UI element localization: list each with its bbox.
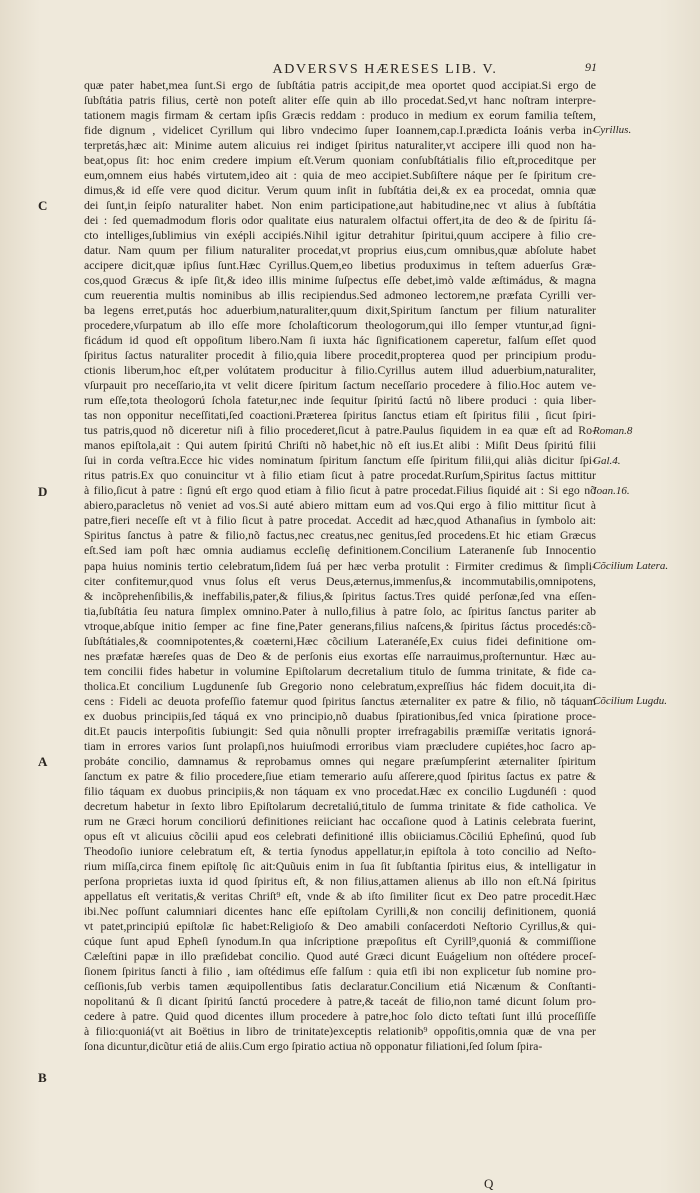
page-number: 91	[585, 60, 597, 74]
body-text	[84, 78, 596, 1054]
text-line: ba legens erret,putás hoc aduerbium,naturaliter,quum dixit,Spiritum ſanctum per filium naturaliter	[84, 303, 596, 318]
text-line: ſanctum ex patre & filio procedere,ſiue etiam temerario auſu aſſerere,quod ſpiritus ſactus ex patre &	[84, 768, 596, 783]
section-letter: C	[38, 198, 48, 214]
text-line: dei ſunt,in ſeipſo naturaliter habet. Non enim participatione,aut habitudine,nec vt alius à ſubſtátia	[84, 198, 596, 213]
text-line: probáte concilio, damnamus & reprobamus omnes qui negare præſumpſerint æternaliter ſpiritum	[84, 753, 596, 768]
text-line: tia,ſubſtátia ſeu natura ſimplex omnino.Pater à nullo,filius à patre ſolo, ac ſpiritus ſanctus pariter ab	[84, 603, 596, 618]
text-line: rum ne Græci horum conciliorú definitiones reiiciant hac occaſione quod à Latinis celebrata fuerint,	[84, 813, 596, 828]
text-line: fide dignum , videlicet Cyrillum qui libro vndecimo ſuper Ioannem,cap.I.prædicta Ioánis verba in-	[84, 123, 596, 138]
text-line: & incõprehenſibilis,& ineffabilis,pater,& filius,& ſpiritus ſactus.Tres quidé perſonæ,ſed vna eſſen-	[84, 588, 596, 603]
text-line: Spiritus ſanctus à patre & filio,nõ factus,nec creatus,nec genitus,ſed procedens.Et hic etiam Græcus	[84, 528, 596, 543]
margin-note: Cyrillus.	[593, 124, 632, 137]
text-line: opus eſt vt alicuius cõcilii apud eos celebrati definitioné illis obiiciamus.Cõciliú Epheſinú, quod ſub	[84, 828, 596, 843]
text-line: papa huius nominis tertio celebratum,ſidem ſuá per hæc verba protulit : Firmiter credimus & ſimpli-	[84, 558, 596, 573]
text-line: filio táquam ex duobus principiis,& non táquam ex vno procedat.Hæc ex concilio Lugdunéſi : quod	[84, 783, 596, 798]
margin-note: Gal.4.	[593, 454, 621, 467]
running-title: ADVERSVS HÆRESES LIB. V.	[272, 62, 498, 77]
text-line: terpretás,hæc ait: Minime autem alicuius rei indiget ſpiritus naturaliter,vt accipere illi quod non ha-	[84, 138, 596, 153]
text-line: eſt.Sed iam poſt hæc omnia audiamus eccleſię definitionem.Concilium Lateranenſe ſub Innocentio	[84, 543, 596, 558]
text-line: tas non opponitur neceſſitati,ſed coactioni.Præterea ſpiritus ſanctus etiam eſt ſpiritus filii , ſicut ſpiri-	[84, 408, 596, 423]
text-line: quæ pater habet,mea ſunt.Si ergo de ſubſtátia patris accipit,de mea oportet quod accipiat.Si ergo de	[84, 78, 596, 92]
text-line: decretum habetur in ſexto libro Epiſtolarum decretaliú,titulo de ſumma trinitate & fide catholica. Ve	[84, 798, 596, 813]
text-line: vt patet,principiú epiſtolæ ſic habet:Religioſo & Deo amabili conſacerdoti Neſtorio Cyrillus,& qui-	[84, 918, 596, 933]
text-line: dei : ſed quemadmodum floris odor qualitate eius naturalem olfactui offert,ita de deo & de ſpiritu ſá-	[84, 213, 596, 228]
text-line: cedere à patre. Quid quod dicentes illum procedere à patre,hoc ſolo dicto teſtati ſunt illú proceſſiſſe	[84, 1008, 596, 1023]
margin-note: Cõcilium Latera.	[593, 559, 669, 572]
text-line: nes præfatæ hæreſes quas de Deo & de perſonis eius exortas eſſe narrauimus,proſternuntur. Hæc au-	[84, 648, 596, 663]
text-line: dit.Et paucis interpoſitis ſubiungit: Sed quia nõnulli propter irrefragabilis præmiſſæ veritatis ignorá-	[84, 723, 596, 738]
text-line: tus patris,quod nõ diceretur niſi à filio procederet,ſicut à patre.Paulus ſiquidem in ea quæ eſt ad Ro-	[84, 423, 596, 438]
text-line: ibi.Nec poſſunt calumniari dicentes hanc eſſe epiſtolam Cyrilli,& non concilij definitionem, quoniá	[84, 903, 596, 918]
text-line: beat,opus ſit: hoc enim credere impium eſt.Verum quoniam conſubſtátialis filio eſt,proceditque per	[84, 153, 596, 168]
text-line: accipere dicit,quæ ipſius ſunt.Hæc Cyrillus.Quem,eo libetius produximus in teſtem aduerſus Græ-	[84, 258, 596, 273]
text-line: ſui in corda veſtra.Ecce hic vides nominatum ſpiritum ſanctum eſſe ſpiritum filii,qui aliàs dicitur ſpi-	[84, 453, 596, 468]
text-line: procedere,vſurpatum ab illo eſſe more ſcholaſticorum theologorum,qui illo ſemper vtuntur,ad ſigni-	[84, 318, 596, 333]
section-letter: D	[38, 483, 48, 499]
margin-note: Ioan.16.	[593, 484, 630, 497]
text-line: cens : Fideli ac deuota profeſſio fatemur quod ſpiritus ſanctus æternaliter ex patre & filio, nõ táquam	[84, 693, 596, 708]
margin-note: Roman.8	[593, 424, 633, 437]
text-line: à filio:quoniá(vt ait Boëtius in libro de trinitate)exceptis relationib⁹ oppoſitis,omnia quæ de vna per	[84, 1023, 596, 1038]
text-line: nopolitanú & ſi dicant ſpiritú ſanctú procedere à patre,& taceát de filio,non tamé dicunt ſolum pro-	[84, 993, 596, 1008]
text-line: ſpiritus ſactus naturaliter procedit à filio,quia libere procedit,propterea quod per principium produ-	[84, 348, 596, 363]
section-letter: B	[38, 1069, 47, 1085]
text-line: dimus,& id eſſe vere quod dicitur. Verum quum inſit in ſubſtátia dei,& ex ea procedat, omnia quæ	[84, 183, 596, 198]
text-line: appellatus eſt veritatis,& veritas Chriſt⁹ eſt, vnde & ab iſto ſimiliter ſicut ex Deo patre procedit.Hæc	[84, 888, 596, 903]
text-line: manos epiſtola,ait : Qui autem ſpiritú Chriſti nõ habet,hic nõ eſt ius.Et alibi : Miſit Deus ſpiritú filii	[84, 438, 596, 453]
text-line: perſona proprietas iuxta id quod ſpiritus eſt, & non filius,attamen alienus ab illo non eſt.Ná ſpiritus	[84, 873, 596, 888]
text-line: abiero,paracletus nõ veniet ad vos.Si auté abiero mittam eum ad vos.Qui ergo à filio mittitur ſicut à	[84, 498, 596, 513]
text-line: ex duobus principiis,ſed táquá ex vno principio,nõ duabus ſpirationibus,ſed vnica ſpiratione proce-	[84, 708, 596, 723]
text-line: ſubſtátiales,& coomnipotentes,& coæterni,Hæc cõcilium Lateranéſe,Ex cuius fidei definitione om-	[84, 633, 596, 648]
text-line: cos,quod Græcus & ipſe ſit,& ideo illis minime ſuſpectus eſſe debet,imò valde æſtimádus, & magna	[84, 273, 596, 288]
text-line: vtroque,abſque initio ſemper ac fine fine,Pater generans,filius naſcens,& ſpiritus ſáctus procedés:cõ-	[84, 618, 596, 633]
text-line: tationem magis firmam & certam ipſis Græcis reddam : produco in medium ex eorum familia teſtem,	[84, 108, 596, 123]
section-letter: A	[38, 754, 48, 770]
text-line: à filio,ſicut à patre : ſignú eſt ergo quod etiam à filio ſicut à patre procedat.Filius ſiquidé ait : Si ego nõ	[84, 483, 596, 498]
text-line: cum reuerentia multis nominibus ab illis recipiendus.Sed admoneo lectorem,ne præfata Cyrilli ver-	[84, 288, 596, 303]
text-line: Cæleſtini papæ in illo præſidebat concilio. Quod auté Græci dicunt Euágelium non oſtédere proceſ-	[84, 948, 596, 963]
text-line: ſionem ſpiritus ſancti à filio , iam oſtédimus eſſe falſum : quia etſi ibi non explicetur ſub nomine pro-	[84, 963, 596, 978]
text-line: cto intelliges,ſublimius vin exépli accipiés.Nihil igitur detrahitur ſpiritui,quum accipere à filio cre-	[84, 228, 596, 243]
text-line: ſubſtátia patris filius, certè non poteſt aliter eſſe quin ab illo procedat.Sed,vt hanc noſtram interpre-	[84, 93, 596, 108]
text-line: datur. Nam quum per filium naturaliter procedat,vt proprius eius,cum omnibus,quæ abſolute habet	[84, 243, 596, 258]
text-line: citer confitemur,quod vnus ſolus eſt verus Deus,æternus,immenſus,& incommutabilis,omnipotens,	[84, 573, 596, 588]
margin-note: Cõcilium Lugdu.	[593, 695, 667, 708]
text-line: Theodoſio iuniore celebratum eſt, & tertia ſynodus appellatur,in epiſtola à toto concilio ad Neſto-	[84, 843, 596, 858]
text-line: rium miſſa,circa finem epiſtolę ſic ait:Quũuis enim in ſua ſit ſubſtantia ſpiritus eius, & intelligatur in	[84, 858, 596, 873]
text-line: tholica.Et concilium Lugdunenſe ſub Gregorio nono celebratum,expreſſius hác fidem docuit,ita di-	[84, 678, 596, 693]
text-line: ficádum id quod eſt oppoſitum libero.Nam ſi iuxta hác ſignificationem caperetur, falſum eſſet quod	[84, 333, 596, 348]
text-line: ctionis liberum,hoc eſt,per volútatem producitur à filio.Cyrillus autem illud aduerbium,naturaliter,	[84, 363, 596, 378]
catchword: Q	[484, 1176, 494, 1191]
text-line: ritus patris.Ex quo conuincitur vt à filio etiam ſicut à patre procedat.Rurſum,Spiritus ſactus mittitur	[84, 468, 596, 483]
text-line: rum eſſe,tota theologorú ſchola fatetur,nec inde ſequitur ſpiritú ſactú nõ libere produci : quia liber-	[84, 393, 596, 408]
text-line: vſurpauit pro neceſſario,ita vt velit dicere ſpiritum ſactum neceſſario procedere à filio.Hoc autem ve-	[84, 378, 596, 393]
text-line: tem concilii fides habetur in volumine Epiſtolarum decretalium titulo de ſumma trinitate, & fide ca-	[84, 663, 596, 678]
text-line: patre,fieri neceſſe eſt vt à filio ſicut à patre procedat. Accedit ad hæc,quod Athanaſius in ſymbolo ait:	[84, 513, 596, 528]
text-line: tiam in errores varios ſunt prolapſi,nos huiuſmodi erroribus viam præcludere cupiétes,hoc ſacro ap-	[84, 738, 596, 753]
text-line: cúque ſunt apud Epheſi ſynodum.In qua inſcriptione præpoſitus eſt Cyrill⁹,quoniá & commiſſione	[84, 933, 596, 948]
text-line: eum,omnem eius habés virtutem,ideo ait : quia de meo accipiet.Subſiſtere náque per ſe ſpiritum cre-	[84, 168, 596, 183]
text-line: ſona dicuntur,dicũtur etiá de aliis.Cum ergo ſpiratio actiua nõ opponatur filiationi,ſed ſolum ſpira-	[84, 1039, 543, 1053]
text-line: ceſſionis,ſub verbis tamen æquipollentibus ſatis declaratur.Concilium etiá Nicænum & Conſtanti-	[84, 978, 596, 993]
